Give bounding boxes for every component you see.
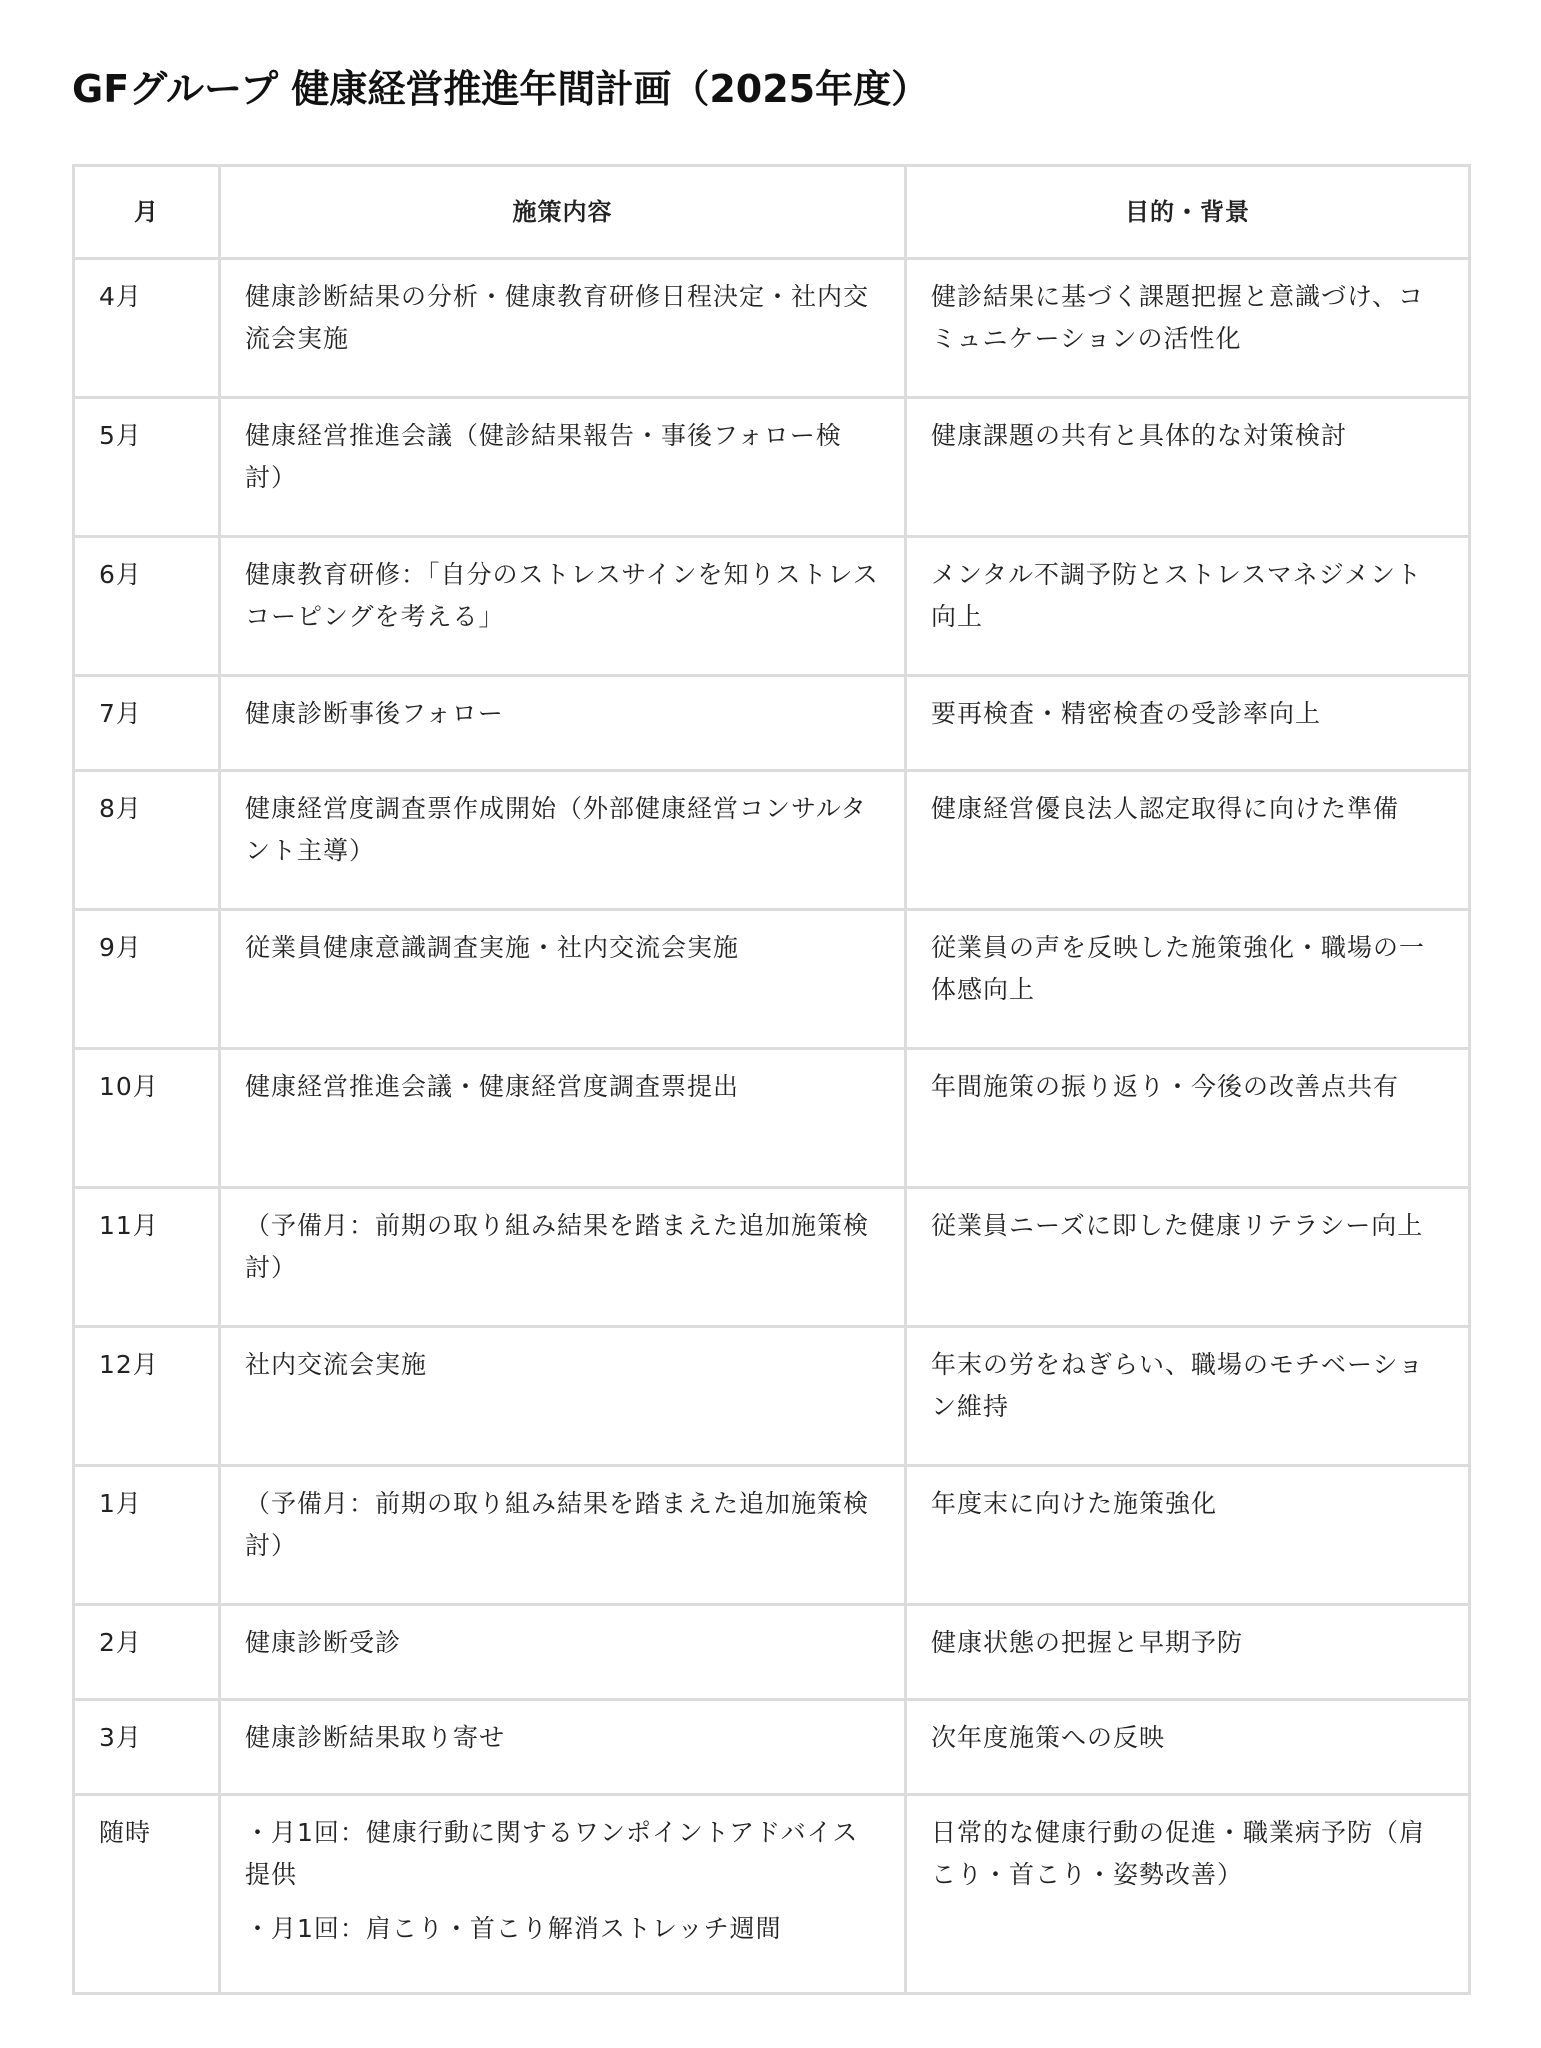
action-cell: 健康診断事後フォロー (220, 676, 906, 771)
purpose-cell: 健康状態の把握と早期予防 (906, 1605, 1470, 1700)
table-row (74, 1700, 1470, 1795)
action-cell: （予備月：前期の取り組み結果を踏まえた追加施策検討） (220, 1188, 906, 1327)
table-row (74, 1795, 1470, 1994)
table-row (74, 771, 1470, 910)
purpose-cell: 年末の労をねぎらい、職場のモチベーション維持 (906, 1327, 1470, 1466)
action-cell: 健康教育研修：「自分のストレスサインを知りストレスコーピングを考える」 (220, 537, 906, 676)
table-row (74, 1188, 1470, 1327)
month-cell: 6月 (74, 537, 220, 676)
month-cell: 10月 (74, 1049, 220, 1188)
month-cell: 5月 (74, 398, 220, 537)
table-row (74, 1049, 1470, 1188)
purpose-cell: 従業員ニーズに即した健康リテラシー向上 (906, 1188, 1470, 1327)
header-purpose: 目的・背景 (906, 166, 1470, 259)
header-month: 月 (74, 166, 220, 259)
table-header-row (74, 166, 1470, 259)
annual-plan-table (72, 164, 1471, 1995)
month-cell: 11月 (74, 1188, 220, 1327)
action-cell: 健康経営推進会議・健康経営度調査票提出 (220, 1049, 906, 1188)
month-cell: 2月 (74, 1605, 220, 1700)
purpose-cell: メンタル不調予防とストレスマネジメント向上 (906, 537, 1470, 676)
purpose-cell: 健康経営優良法人認定取得に向けた準備 (906, 771, 1470, 910)
header-action: 施策内容 (220, 166, 906, 259)
purpose-cell: 健康課題の共有と具体的な対策検討 (906, 398, 1470, 537)
purpose-cell: 健診結果に基づく課題把握と意識づけ、コミュニケーションの活性化 (906, 259, 1470, 398)
purpose-cell: 次年度施策への反映 (906, 1700, 1470, 1795)
page-title: GFグループ 健康経営推進年間計画（2025年度） (72, 67, 930, 111)
purpose-cell: 年間施策の振り返り・今後の改善点共有 (906, 1049, 1470, 1188)
month-cell: 12月 (74, 1327, 220, 1466)
purpose-cell: 要再検査・精密検査の受診率向上 (906, 676, 1470, 771)
action-cell: 健康診断結果の分析・健康教育研修日程決定・社内交流会実施 (220, 259, 906, 398)
action-cell: 社内交流会実施 (220, 1327, 906, 1466)
table-row (74, 1327, 1470, 1466)
table-row (74, 1605, 1470, 1700)
table-row (74, 259, 1470, 398)
action-sub-item: ・月1回：健康行動に関するワンポイントアドバイス提供 (245, 1818, 859, 1889)
action-cell (220, 1795, 906, 1994)
month-cell: 8月 (74, 771, 220, 910)
table-row (74, 1466, 1470, 1605)
action-sub-item: ・月1回：肩こり・首こり解消ストレッチ週間 (245, 1914, 782, 1943)
purpose-cell: 従業員の声を反映した施策強化・職場の一体感向上 (906, 910, 1470, 1049)
action-cell: 健康経営度調査票作成開始（外部健康経営コンサルタント主導） (220, 771, 906, 910)
table-row (74, 398, 1470, 537)
month-cell: 3月 (74, 1700, 220, 1795)
action-cell: 健康診断結果取り寄せ (220, 1700, 906, 1795)
action-cell: 健康診断受診 (220, 1605, 906, 1700)
purpose-cell: 日常的な健康行動の促進・職業病予防（肩こり・首こり・姿勢改善） (906, 1795, 1470, 1994)
month-cell: 随時 (74, 1795, 220, 1994)
action-cell: 従業員健康意識調査実施・社内交流会実施 (220, 910, 906, 1049)
table-row (74, 910, 1470, 1049)
month-cell: 7月 (74, 676, 220, 771)
purpose-cell: 年度末に向けた施策強化 (906, 1466, 1470, 1605)
month-cell: 4月 (74, 259, 220, 398)
month-cell: 1月 (74, 1466, 220, 1605)
action-cell: 健康経営推進会議（健診結果報告・事後フォロー検討） (220, 398, 906, 537)
table-row (74, 676, 1470, 771)
month-cell: 9月 (74, 910, 220, 1049)
table-row (74, 537, 1470, 676)
action-cell: （予備月：前期の取り組み結果を踏まえた追加施策検討） (220, 1466, 906, 1605)
